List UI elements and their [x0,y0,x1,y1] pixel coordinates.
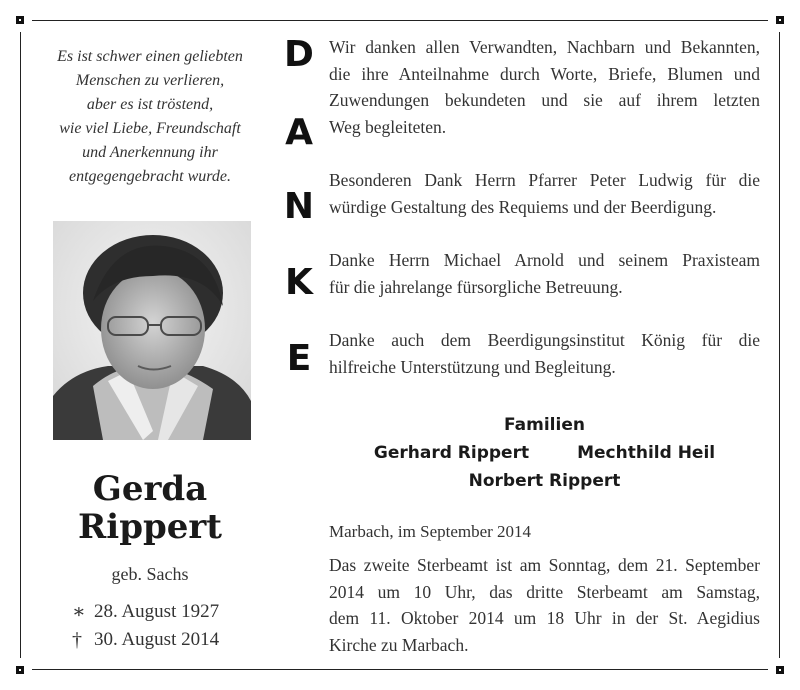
services-line: dem 11. Oktober 2014 um 18 Uhr in der St. Aegidius [329,608,760,628]
paragraph-line: Danke Herrn Michael Arnold und seinem Praxisteam [329,250,760,270]
paragraph-line: hilfreiche Unterstützung und Begleitung. [329,356,616,377]
paragraph-line: Zuwendungen bekundeten und sie auf ihrem letzten [329,90,760,110]
memorial-poem [30,45,270,189]
birth-star-icon: ∗ [72,601,86,623]
corner-ornament-bottom-left [8,658,32,682]
services-line: 2014 um 10 Uhr, das dritte Sterbeamt am Samstag, [329,581,760,602]
poem-line: und Anerkennung ihr [82,144,218,161]
families-row [329,439,760,467]
birth-date-row [72,598,272,626]
danke-letter-e: E [286,338,312,379]
first-name: Gerda [92,469,208,509]
danke-letter-a: A [285,112,313,153]
place-date: Marbach, im September 2014 [329,522,532,541]
thanks-paragraph-funeral-home [329,327,760,380]
corner-ornament-top-left [8,8,32,32]
poem-line: entgegengebracht wurde. [68,168,232,185]
last-name: Rippert [78,507,222,547]
services-line: Kirche zu Marbach. [329,634,469,655]
danke-letter-n: N [283,186,315,227]
death-cross-icon: † [72,629,82,651]
birth-date: 28. August 1927 [94,601,220,622]
memorial-services-text [329,552,760,658]
families-heading: Familien [504,415,585,435]
services-line: Das zweite Sterbeamt ist am Sonntag, dem 21. September [329,555,760,575]
maiden-name: geb. Sachs [111,564,189,584]
thanks-paragraph-pastor [329,167,760,220]
poem-line: Menschen zu verlieren, [75,72,225,89]
paragraph-line: Weg begleiteten. [329,116,447,137]
thanks-paragraph-relatives [329,34,760,140]
family-name: Norbert Rippert [468,471,621,491]
family-name: Gerhard Rippert [373,443,530,463]
death-date-row [72,626,272,654]
poem-line: aber es ist tröstend, [86,96,214,113]
poem-line: wie viel Liebe, Freundschaft [59,120,241,137]
families-signature [329,411,760,495]
paragraph-line: Besonderen Dank Herrn Pfarrer Peter Ludwig für die [329,170,760,190]
corner-ornament-bottom-right [768,658,792,682]
paragraph-line: die ihre Anteilnahme durch Worte, Briefe, Blumen und [329,63,760,84]
paragraph-line: Wir danken allen Verwandten, Nachbarn und Bekannten, [329,37,760,57]
family-name: Mechthild Heil [577,443,716,463]
paragraph-line: für die jahrelange fürsorgliche Betreuung. [329,276,623,297]
portrait-photo [53,221,251,440]
thanks-paragraph-doctor [329,247,760,300]
life-dates [72,598,272,654]
death-date: 30. August 2014 [94,629,220,650]
deceased-name [30,470,270,546]
danke-letter-d: D [284,34,314,75]
paragraph-line: Danke auch dem Beerdigungsinstitut König für die [329,330,760,350]
corner-ornament-top-right [768,8,792,32]
poem-line: Es ist schwer einen geliebten [57,48,243,65]
paragraph-line: würdige Gestaltung des Requiems und der Beerdigung. [329,196,717,217]
danke-letter-k: K [285,262,313,303]
